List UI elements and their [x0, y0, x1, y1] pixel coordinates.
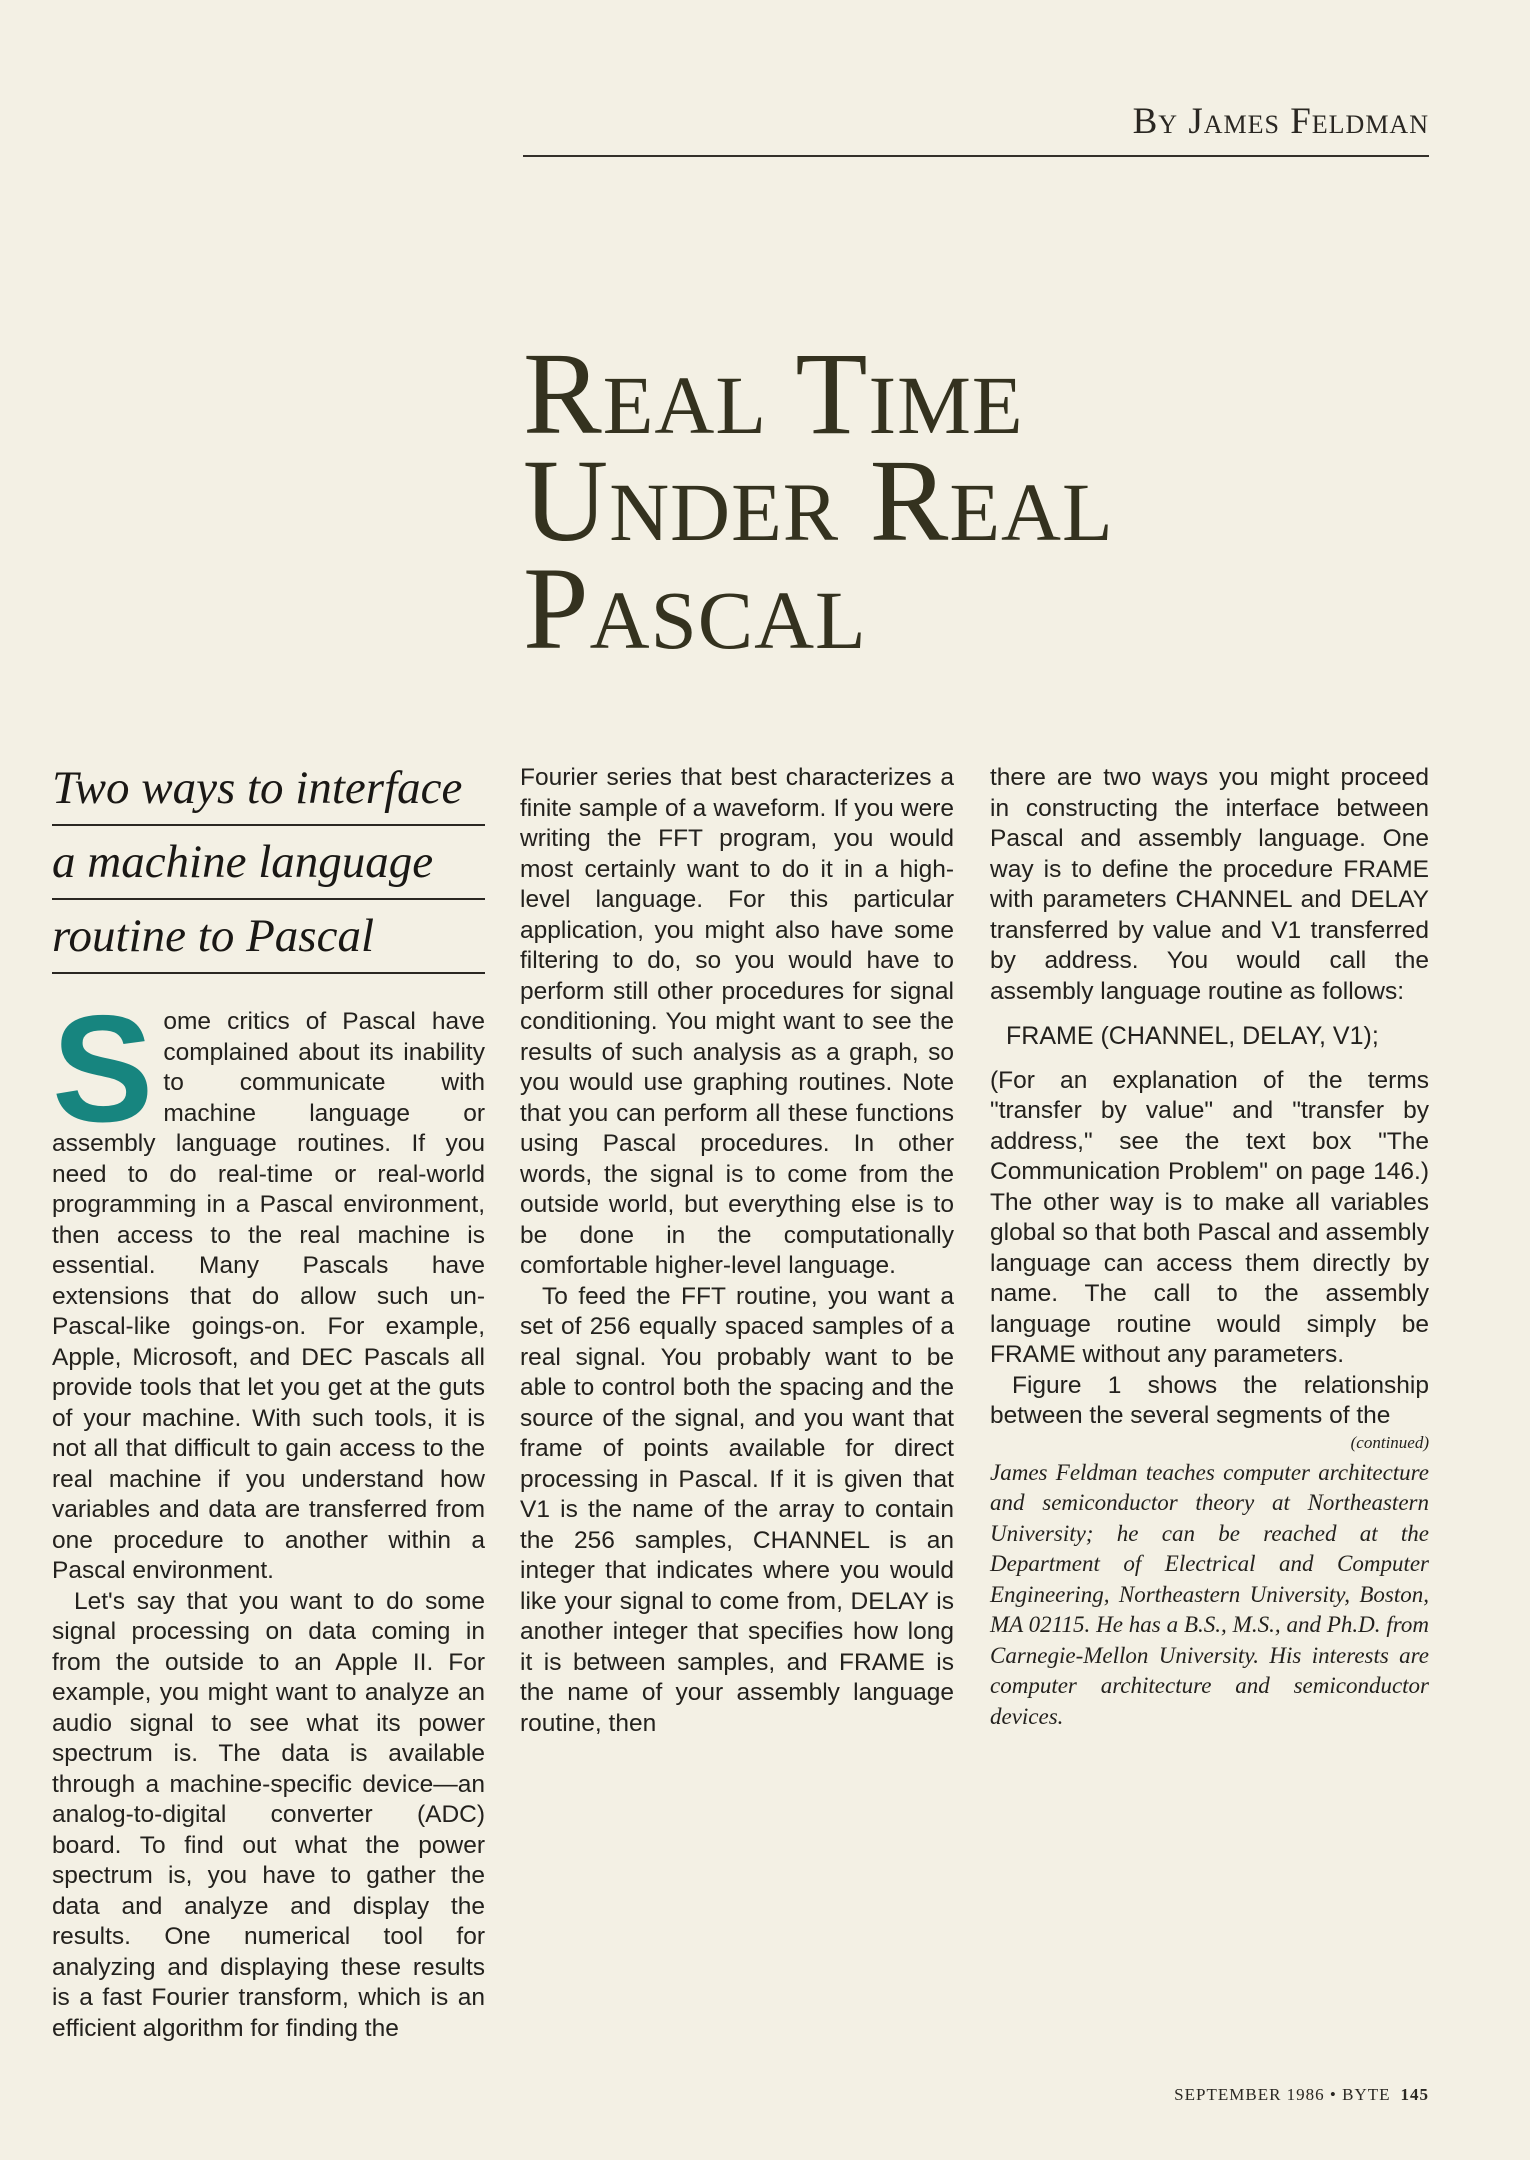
paragraph: (For an explanation of the terms "transfer by value" and "transfer by address," see the text box "The Communication Problem" on page 146.) The other way is to make all variables global so that both Pascal and assembly language can access them directly by name. The call to the assembly language routine would simply be FRAME without any parameters.	[990, 1066, 1429, 1368]
title-line-2: Under Real	[523, 435, 1114, 567]
subhead-line-1: Two ways to interface	[52, 752, 485, 826]
column-3	[990, 763, 1429, 1732]
code-line: FRAME (CHANNEL, DELAY, V1);	[1006, 1022, 1379, 1050]
page-number: 145	[1400, 2085, 1429, 2104]
subhead	[52, 752, 485, 974]
paragraph	[52, 984, 485, 1587]
title-line-3: Pascal	[523, 542, 867, 674]
byline: By James Feldman	[1132, 101, 1429, 142]
paragraph: Let's say that you want to do some signal processing on data coming in from the outside to an Apple II. For example, you might want to analyze an audio signal to see what its power spectrum is. The data is available through a machine-specific device—an analog-to-digital converter (ADC) board. To find out what the power spectrum is, you have to gather the data and analyze and display the results. One numerical tool for analyzing and displaying these results is a fast Fourier transform, which is an efficient algorithm for finding the	[52, 1587, 485, 2042]
subhead-line-2: a machine language	[52, 826, 485, 900]
drop-cap: S	[52, 984, 154, 1154]
paragraph-text: ome critics of Pascal have complained about its inability to communicate with machine language or assembly language routines. If you need to do real-time or real-world programming in a Pascal environment, then access to the real machine is essential. Many Pascals have extensions that do allow such un-Pascal-like goings-on. For example, Apple, Microsoft, and DEC Pascals all provide tools that let you get at the guts of your machine. With such tools, it is not all that difficult to gain access to the real machine if you understand how variables and data are transferred from one procedure to another within a Pascal environment.	[52, 1008, 485, 1584]
title-line-1: Real Time	[523, 328, 1024, 459]
subhead-line-3: routine to Pascal	[52, 900, 485, 974]
paragraph: there are two ways you might proceed in constructing the interface between Pascal and assembly language. One way is to define the procedure FRAME with parameters CHANNEL and DELAY transferred by value and V1 transferred by address. You would call the assembly language routine as follows:	[990, 764, 1429, 1005]
issue-label: SEPTEMBER 1986 • BYTE	[1174, 2085, 1391, 2104]
page-footer	[1000, 2085, 1429, 2105]
article-title	[523, 328, 1114, 674]
byline-rule	[523, 155, 1429, 157]
author-bio: James Feldman teaches computer architecture and semiconductor theory at Northeastern University; he can be reached at the Department of Electrical and Computer Engineering, Northeastern University, Boston, MA 02115. He has a B.S., M.S., and Ph.D. from Carnegie-Mellon University. His interests are computer architecture and semiconductor devices.	[990, 1459, 1429, 1729]
paragraph: Figure 1 shows the relationship between the several segments of the	[990, 1371, 1429, 1429]
paragraph: To feed the FFT routine, you want a set of 256 equally spaced samples of a real signal. You probably want to be able to control both the spacing and the source of the signal, and you want that frame of points available for direct processing in Pascal. If it is given that V1 is the name of the array to contain the 256 samples, CHANNEL is an integer that indicates where you would like your signal to come from, DELAY is another integer that specifies how long it is between samples, and FRAME is the name of your assembly language routine, then	[520, 1282, 954, 1737]
paragraph: Fourier series that best characterizes a finite sample of a waveform. If you were writing the FFT program, you would most certainly want to do it in a high-level language. For this particular application, you might also have some filtering to do, so you would have to perform still other procedures for signal conditioning. You might want to see the results of such analysis as a graph, so you would use graphing routines. Note that you can perform all these functions using Pascal procedures. In other words, the signal is to come from the outside world, but everything else is to be done in the computationally comfortable higher-level language.	[520, 764, 954, 1279]
column-2	[520, 763, 954, 1739]
continued-note: (continued)	[1350, 1432, 1429, 1452]
column-1	[52, 984, 485, 2044]
